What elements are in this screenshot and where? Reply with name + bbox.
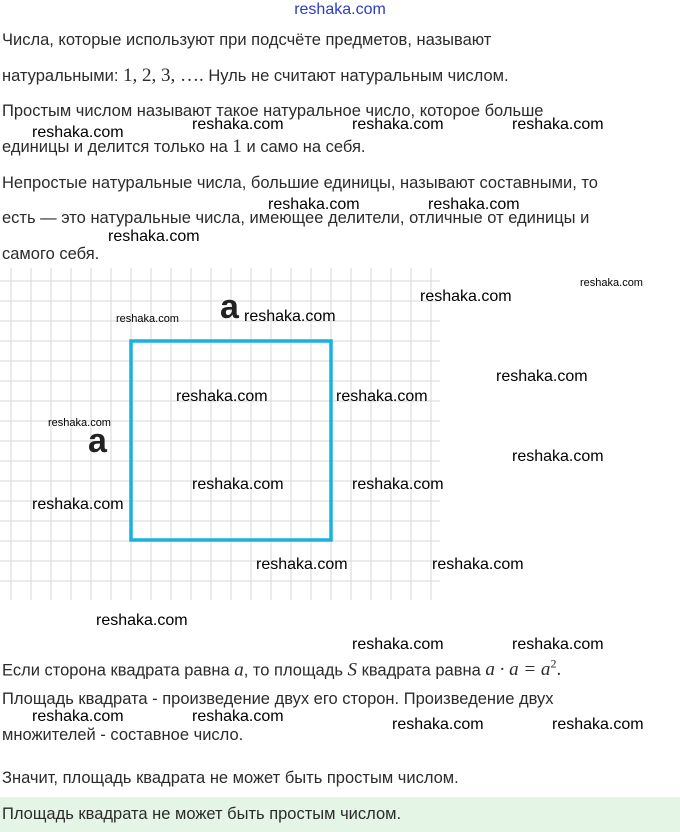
watermark: reshaka.com bbox=[192, 116, 284, 133]
text: и само на себя. bbox=[241, 138, 366, 156]
watermark: reshaka.com bbox=[392, 716, 484, 733]
watermark: reshaka.com bbox=[192, 476, 284, 493]
label-side-top: a bbox=[220, 288, 239, 326]
site-link-top[interactable]: reshaka.com bbox=[294, 1, 386, 18]
text: Если сторона квадрата равна bbox=[2, 661, 235, 680]
watermark: reshaka.com bbox=[256, 556, 348, 573]
math-area-formula bbox=[485, 659, 561, 680]
watermark: reshaka.com bbox=[244, 308, 336, 325]
text: единицы и делится только на bbox=[2, 138, 233, 156]
watermark: reshaka.com bbox=[432, 556, 524, 573]
text: Нуль не считают натуральным числом. bbox=[203, 67, 509, 85]
var-s: S bbox=[347, 659, 358, 681]
square-grid-figure bbox=[0, 268, 440, 602]
watermark: reshaka.com bbox=[512, 636, 604, 653]
watermark: reshaka.com bbox=[32, 124, 124, 141]
watermark: reshaka.com bbox=[336, 388, 428, 405]
var-a: a bbox=[234, 659, 244, 681]
watermark: reshaka.com bbox=[352, 636, 444, 653]
text: , то площадь bbox=[243, 661, 348, 680]
math-var-s bbox=[348, 659, 358, 680]
text: квадрата равна bbox=[357, 661, 486, 680]
watermark: reshaka.com bbox=[176, 388, 268, 405]
watermark: reshaka.com bbox=[496, 368, 588, 385]
watermark: reshaka.com bbox=[32, 708, 124, 725]
paragraph-1-line-2 bbox=[2, 58, 672, 94]
watermark: reshaka.com bbox=[428, 196, 520, 213]
watermark: reshaka.com bbox=[352, 116, 444, 133]
paragraph-1-line-1: Числа, которые используют при подсчёте предметов, называют bbox=[2, 31, 492, 49]
watermark: reshaka.com bbox=[352, 476, 444, 493]
text: натуральными: bbox=[2, 67, 124, 85]
answer-box: Площадь квадрата не может быть простым числом. bbox=[0, 797, 680, 832]
exponent: 2 bbox=[550, 657, 557, 671]
watermark: reshaka.com bbox=[268, 196, 360, 213]
watermark: reshaka.com bbox=[580, 277, 643, 289]
period: . bbox=[556, 659, 562, 681]
paragraph-5-line-2: множителей - составное число. bbox=[2, 726, 244, 744]
paragraph-6: Значит, площадь квадрата не может быть простым числом. bbox=[2, 769, 459, 787]
paragraph-2-line-1: Простым числом называют такое натуральное число, которое больше bbox=[2, 102, 544, 120]
watermark: reshaka.com bbox=[116, 313, 179, 325]
paragraph-3-line-3: самого себя. bbox=[2, 245, 100, 263]
paragraph-5-line-1: Площадь квадрата - произведение двух его сторон. Произведение двух bbox=[2, 690, 554, 708]
watermark: reshaka.com bbox=[108, 228, 200, 245]
math-one: 1 bbox=[232, 136, 242, 157]
watermark: reshaka.com bbox=[552, 716, 644, 733]
watermark: reshaka.com bbox=[32, 496, 124, 513]
watermark: reshaka.com bbox=[420, 288, 512, 305]
label-side-left: a bbox=[88, 422, 107, 460]
formula: a · a = a bbox=[485, 659, 551, 681]
watermark: reshaka.com bbox=[192, 708, 284, 725]
watermark: reshaka.com bbox=[96, 612, 188, 629]
paragraph-3-line-2: есть — это натуральные числа, имеющее делители, отличные от единицы и bbox=[2, 209, 590, 227]
math-natural-numbers: 1, 2, 3, …. bbox=[123, 65, 204, 86]
watermark: reshaka.com bbox=[512, 448, 604, 465]
math-var-a bbox=[234, 659, 244, 680]
paragraph-3-line-1: Непростые натуральные числа, большие единицы, называют составными, то bbox=[2, 174, 598, 192]
watermark: reshaka.com bbox=[512, 116, 604, 133]
watermark: reshaka.com bbox=[48, 417, 111, 429]
